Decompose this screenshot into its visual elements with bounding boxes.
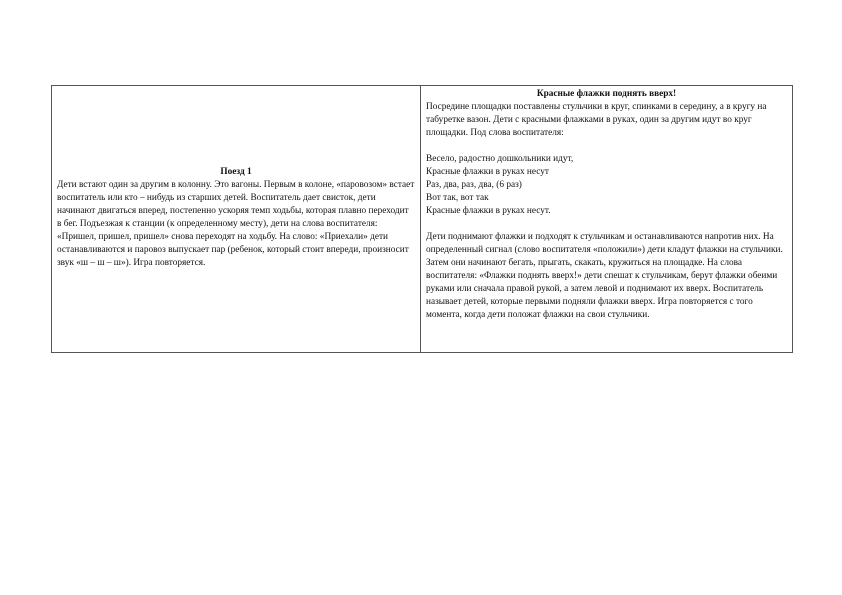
- verse-line: Вот так, вот так: [426, 193, 489, 203]
- game-title-flags: Красные флажки поднять вверх!: [536, 89, 677, 99]
- verse-line: Красные флажки в руках несут.: [426, 206, 551, 216]
- verse-line: Весело, радостно дошкольники идут,: [426, 154, 574, 164]
- verse-line: Раз, два, раз, два, (6 раз): [426, 180, 522, 190]
- games-table: [51, 85, 793, 353]
- paragraph-spacer: [426, 140, 787, 153]
- verse-line: Красные флажки в руках несут: [426, 167, 549, 177]
- game-rules-flags: Дети поднимают флажки и подходят к стульчикам и останавливаются напротив них. На определенный сигнал (слово воспитателя «положили») дети кладут флажки на стульчики. Затем они начинают бегать, прыгать, скакать, кружиться на площадке. На слова воспитателя: «Флажки поднять вверх!» дети спешат к стульчикам, берут флажки обеими руками или сначала правой рукой, а затем левой и поднимают их вверх. Воспитатель называет детей, которые первыми подняли флажки вверх. Игра повторяется с того момента, когда дети положат флажки на свои стульчики.: [426, 232, 783, 320]
- game-description-train: Дети встают один за другим в колонну. Это вагоны. Первым в колоне, «паровозом» встает воспитатель или кто – нибудь из старших детей. Воспитатель дает свисток, дети начинают двигаться вперед, постепенно ускоряя темп ходьбы, которая плавно переходит в бег. Подъезжая к станции (к определенному месту), дети на слова воспитателя: «Пришел, пришел, пришел» снова переходят на ходьбу. На слово: «Приехали» дети останавливаются и паровоз выпускает пар (ребенок, который стоит впереди, произносит звук «ш – ш – ш»). Игра повторяется.: [57, 180, 415, 268]
- game-cell-flags: [421, 86, 793, 353]
- game-cell-train: [52, 86, 421, 353]
- paragraph-spacer: [426, 218, 787, 231]
- game-intro-flags: Посредине площадки поставлены стульчики в круг, спинками в середину, а в кругу на табуретке вазон. Дети с красными флажками в руках, один за другим идут во круг площадки. Под слова воспитателя:: [426, 102, 767, 138]
- table-row: [52, 86, 793, 353]
- game-title-train: Поезд 1: [220, 167, 252, 177]
